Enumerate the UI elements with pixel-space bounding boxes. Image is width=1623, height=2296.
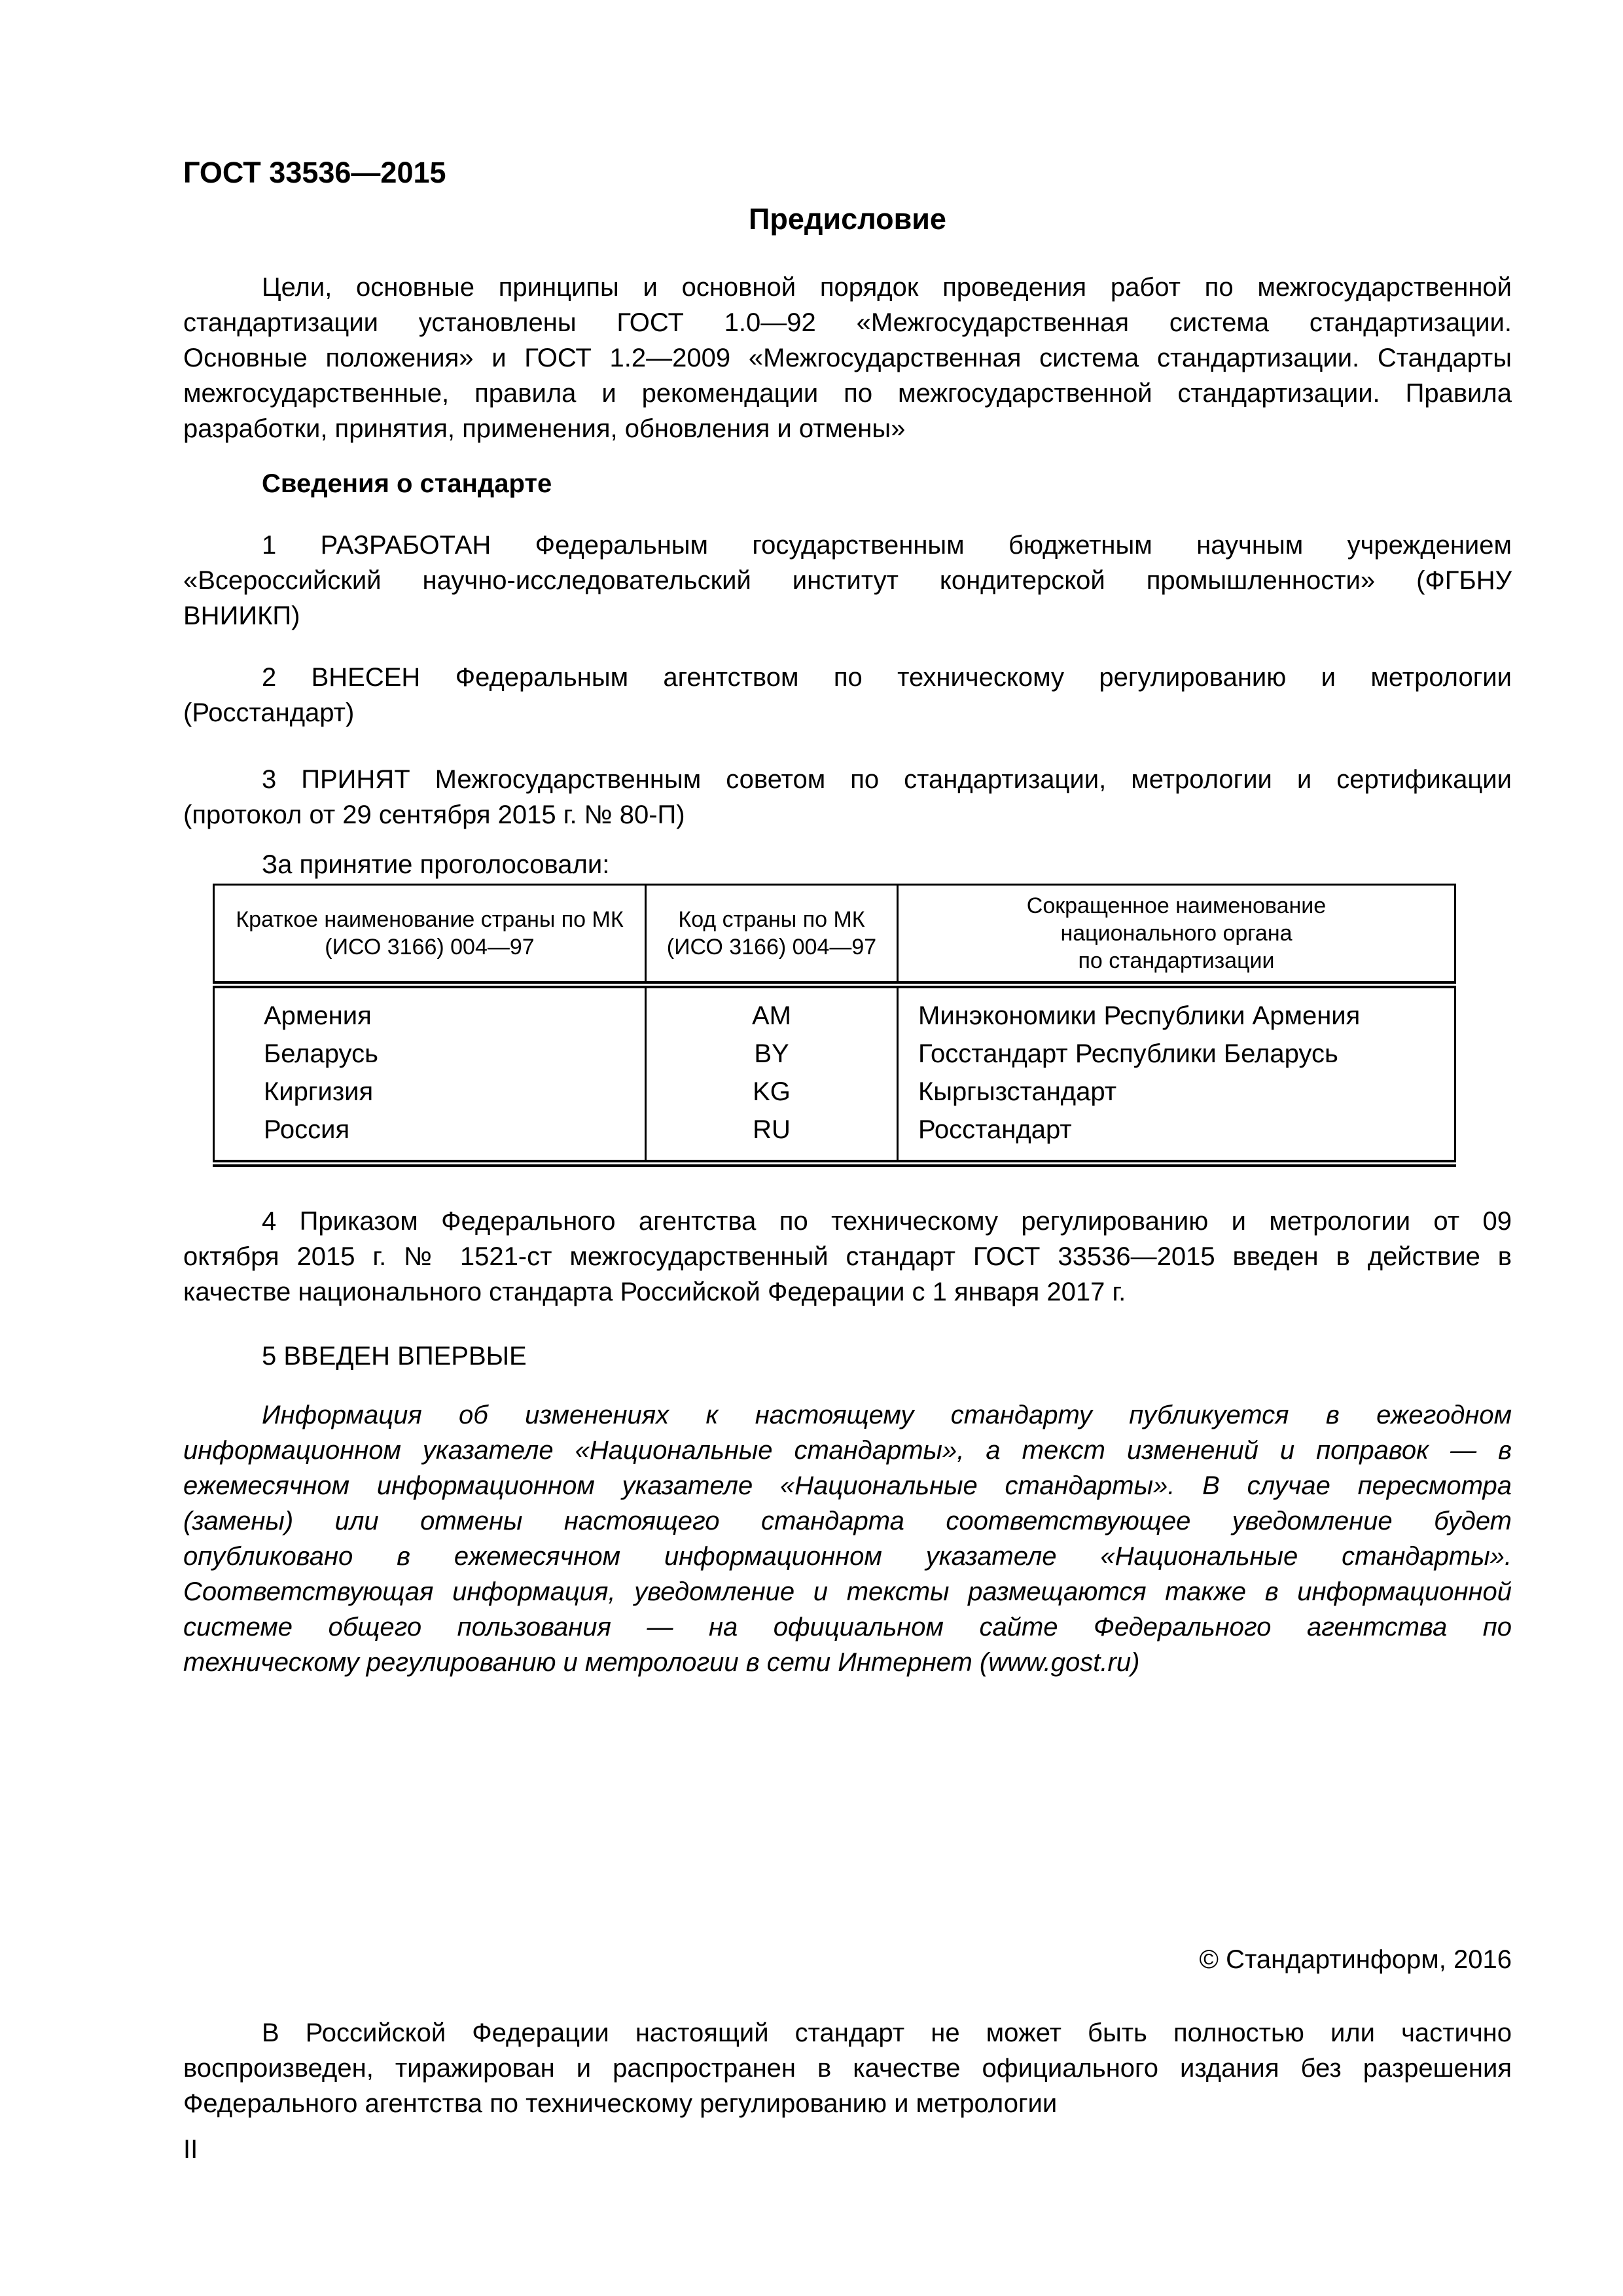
page-title: Предисловие — [749, 202, 946, 236]
standard-info-heading: Сведения о стандарте — [262, 469, 552, 498]
vote-row — [214, 1035, 1455, 1073]
first-introduced-item: 5 ВВЕДЕН ВПЕРВЫЕ — [262, 1342, 527, 1371]
vote-table — [213, 884, 1456, 1167]
page-number: II — [183, 2135, 198, 2164]
header-national-body: Сокращенное наименование национального органа по стандартизации — [898, 885, 1455, 985]
country-code-cell: RU — [646, 1111, 898, 1164]
country-code-cell: AM — [646, 985, 898, 1035]
vote-table-header-row — [214, 885, 1455, 985]
intro-paragraph: Цели, основные принципы и основной порядок проведения работ по межгосударственной стандартизации установлены ГОСТ 1.0—92 «Межгосударственная система стандартизации. Основные положения» и ГОСТ 1.2—2009 «Межгосударственная система стандартизации. Стандарты межгосударственные, правила и рекомендации по межгосударственной стандартизации. Правила разработки, принятия, применения, обновления и отмены» — [183, 273, 1512, 443]
country-cell: Россия — [214, 1111, 646, 1164]
header-country-name: Краткое наименование страны по МК (ИСО 3166) 004—97 — [214, 885, 646, 985]
vote-intro-label: За принятие проголосовали: — [262, 850, 610, 879]
org-cell: Госстандарт Республики Беларусь — [898, 1035, 1455, 1073]
developed-item: 1 РАЗРАБОТАН Федеральным государственным бюджетным научным учреждением «Всероссийский научно-исследовательский институт кондитерской промышленности» (ФГБНУ ВНИИКП) — [183, 531, 1512, 630]
vote-row — [214, 1111, 1455, 1164]
vote-row — [214, 985, 1455, 1035]
country-cell: Киргизия — [214, 1073, 646, 1111]
copyright-notice: © Стандартинформ, 2016 — [1199, 1945, 1512, 1974]
vote-row — [214, 1073, 1455, 1111]
submitted-item: 2 ВНЕСЕН Федеральным агентством по техническому регулированию и метрологии (Росстандарт) — [183, 663, 1512, 727]
country-cell: Армения — [214, 985, 646, 1035]
country-code-cell: BY — [646, 1035, 898, 1073]
country-code-cell: KG — [646, 1073, 898, 1111]
standard-code: ГОСТ 33536—2015 — [183, 156, 446, 189]
country-cell: Беларусь — [214, 1035, 646, 1073]
org-cell: Росстандарт — [898, 1111, 1455, 1164]
adopted-item: 3 ПРИНЯТ Межгосударственным советом по стандартизации, метрологии и сертификации (протокол от 29 сентября 2015 г. № 80-П) — [183, 765, 1512, 829]
org-cell: Кыргызстандарт — [898, 1073, 1455, 1111]
changes-info-note: Информация об изменениях к настоящему стандарту публикуется в ежегодном информационном указателе «Национальные стандарты», а текст изменений и поправок — в ежемесячном информационном указателе «Национальные стандарты». В случае пересмотра (замены) или отмены настоящего стандарта соответствующее уведомление будет опубликовано в ежемесячном информационном указателе «Национальные стандарты». Соответствующая информация, уведомление и тексты размещаются также в информационной системе общего пользования — на официальном сайте Федерального агентства по техническому регулированию и метрологии в сети Интернет (www.gost.ru) — [183, 1401, 1512, 1677]
header-country-code: Код страны по МК (ИСО 3166) 004—97 — [646, 885, 898, 985]
reproduction-restriction-note: В Российской Федерации настоящий стандарт не может быть полностью или частично воспроизведен, тиражирован и распространен в качестве официального издания без разрешения Федерального агентства по техническому регулированию и метрологии — [183, 2018, 1512, 2118]
enactment-item: 4 Приказом Федерального агентства по техническому регулированию и метрологии от 09 октября 2015 г. № 1521-ст межгосударственный стандарт ГОСТ 33536—2015 введен в действие в качестве национального стандарта Российской Федерации с 1 января 2017 г. — [183, 1207, 1512, 1306]
org-cell: Минэкономики Республики Армения — [898, 985, 1455, 1035]
